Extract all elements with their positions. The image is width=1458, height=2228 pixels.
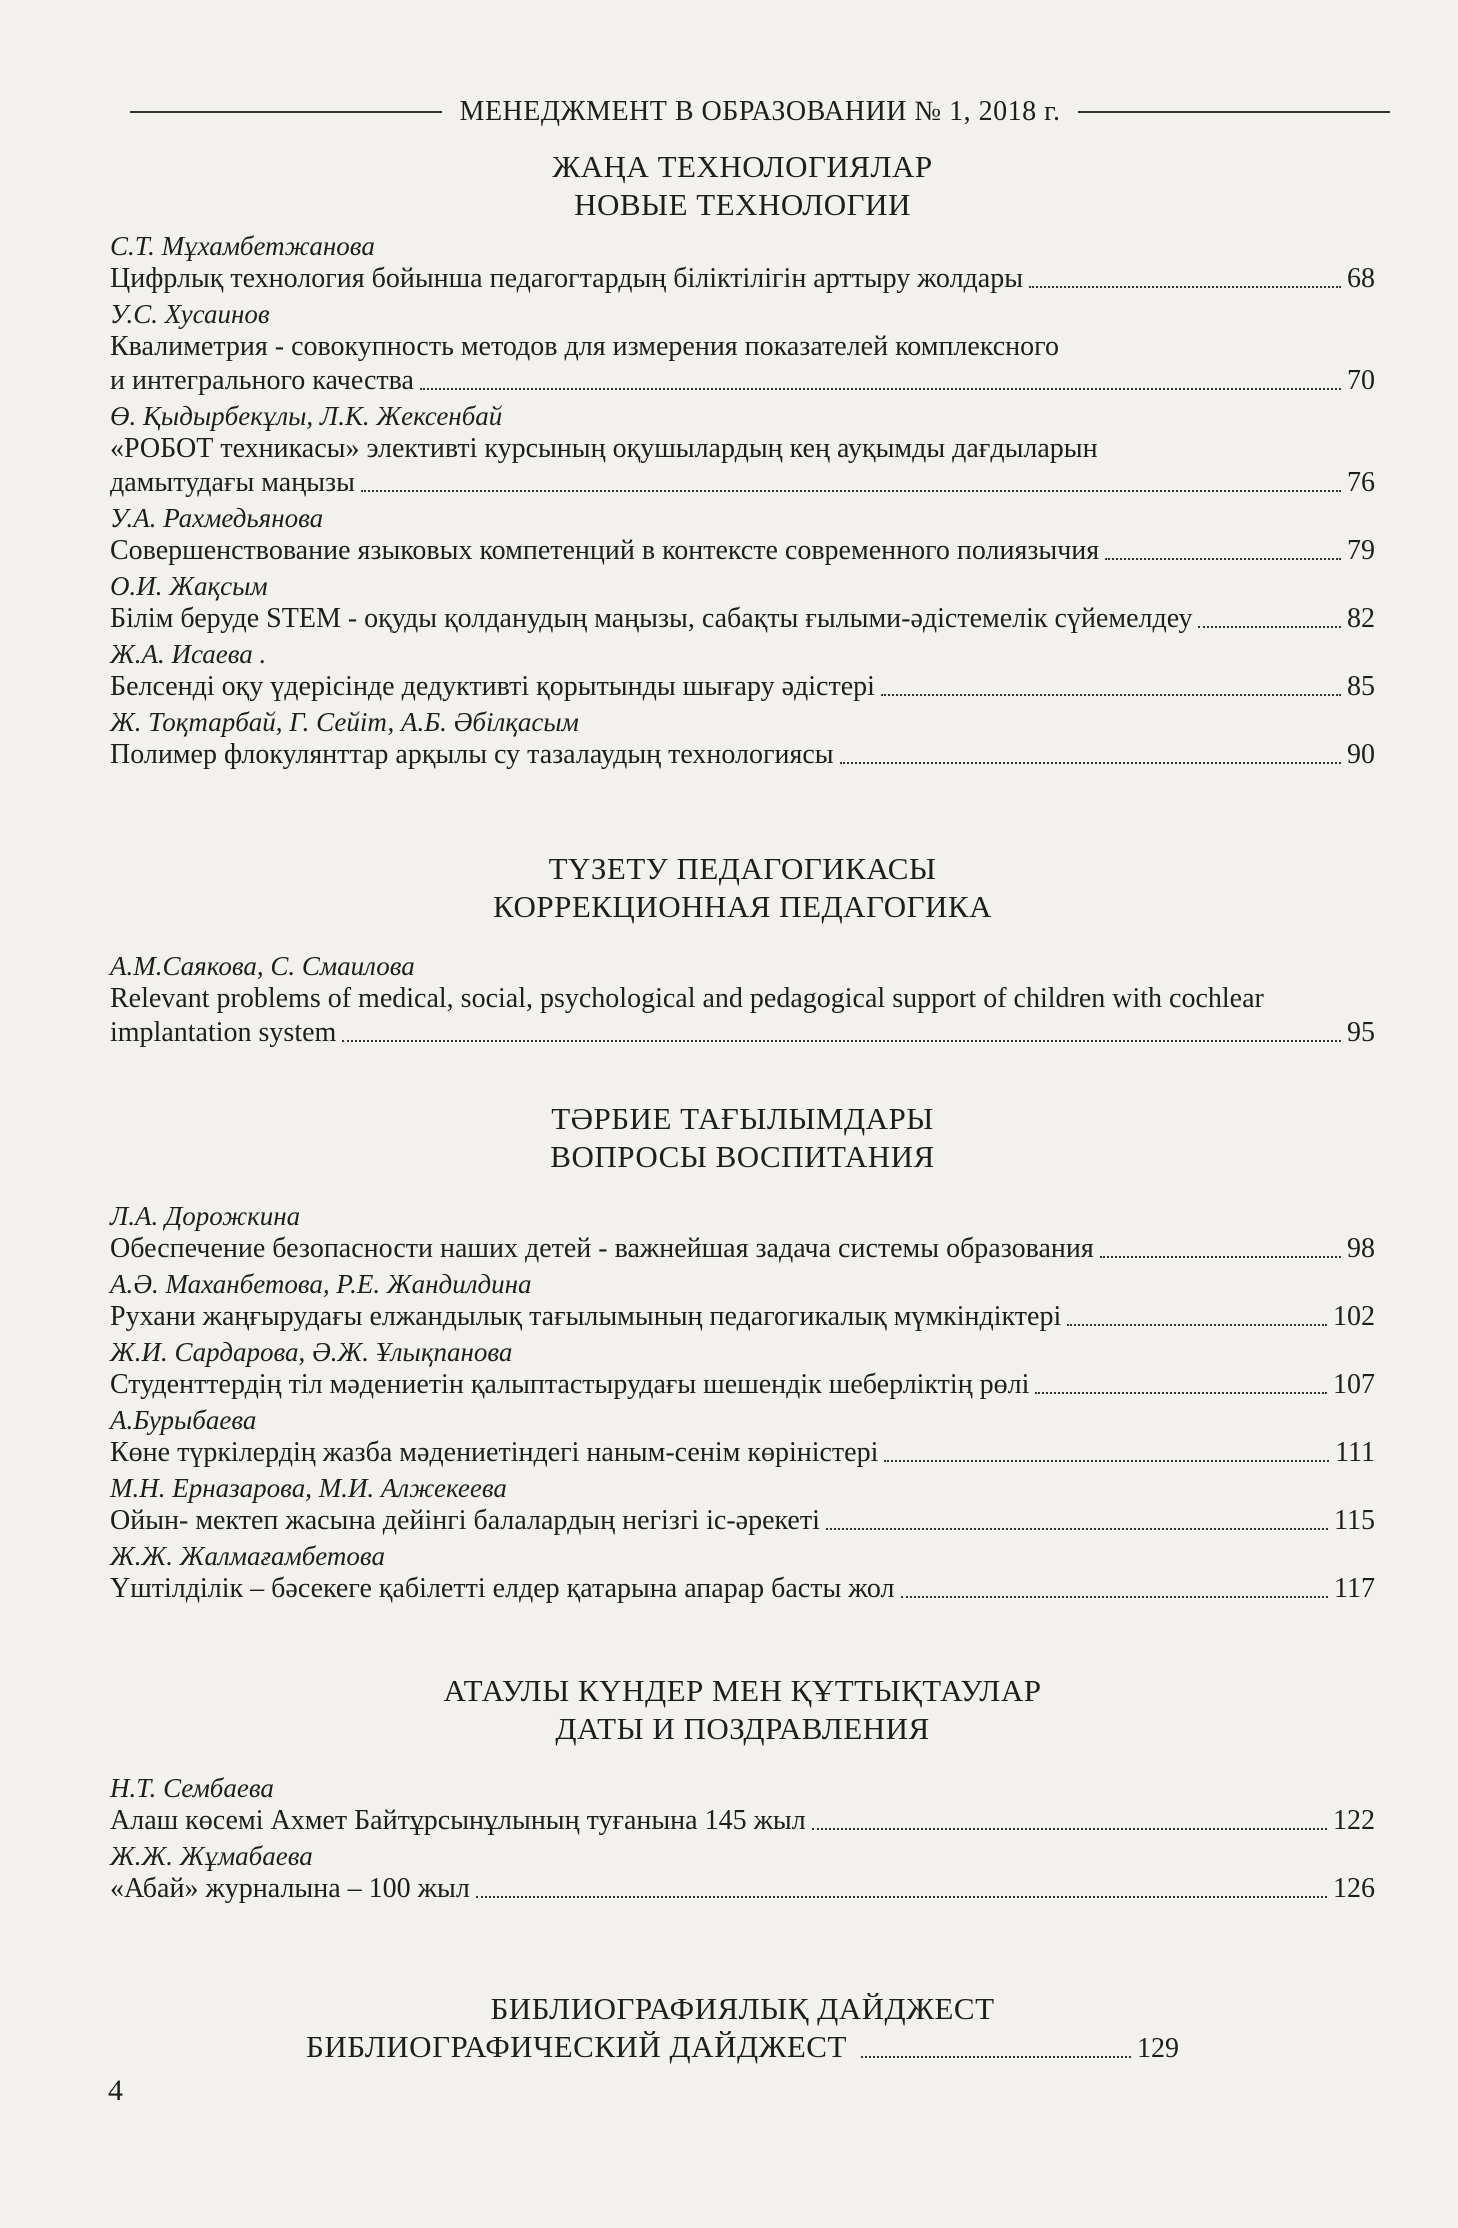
header-rule-left <box>130 111 442 113</box>
dot-leader <box>884 1460 1329 1462</box>
entry-title: Рухани жаңғырудағы елжандылық тағылымының педагогикалық мүмкіндіктері <box>110 1301 1062 1332</box>
entry-page: 102 <box>1333 1301 1375 1332</box>
toc-entry <box>110 1336 1375 1402</box>
toc-entry <box>110 1772 1375 1838</box>
toc-entry <box>110 502 1375 568</box>
entry-title-line[interactable] <box>110 1504 1375 1538</box>
entry-page: 85 <box>1347 671 1375 702</box>
section-bibliographic-digest[interactable] <box>110 1990 1375 2066</box>
dot-leader <box>1067 1324 1327 1326</box>
toc-entry <box>110 400 1375 500</box>
entry-title-line[interactable] <box>110 1572 1375 1606</box>
entry-title: Белсенді оқу үдерісінде дедуктивті қорытынды шығару әдістері <box>110 671 875 702</box>
toc-entry <box>110 1840 1375 1906</box>
entry-author: Ж. Тоқтарбай, Г. Сейіт, А.Б. Әбілқасым <box>110 707 579 737</box>
section-title-ru: ДАТЫ И ПОЗДРАВЛЕНИЯ <box>555 1711 930 1746</box>
entry-page: 68 <box>1347 263 1375 294</box>
entry-title-line[interactable] <box>110 1436 1375 1470</box>
entry-title: «Абай» журналына – 100 жыл <box>110 1873 470 1904</box>
toc-entry <box>110 298 1375 398</box>
entry-author: Л.А. Дорожкина <box>110 1201 301 1231</box>
entry-title: Алаш көсемі Ахмет Байтұрсынұлының туғанына 145 жыл <box>110 1805 806 1836</box>
entry-author: М.Н. Ерназарова, М.И. Алжекеева <box>110 1473 507 1503</box>
section-upbringing <box>110 1100 1375 1606</box>
entry-title: и интегрального качества <box>110 365 414 396</box>
entry-page: 70 <box>1347 365 1375 396</box>
entry-page: 126 <box>1333 1873 1375 1904</box>
dot-leader <box>1035 1392 1327 1394</box>
entry-author: С.Т. Мұхамбетжанова <box>110 231 375 261</box>
toc-entry <box>110 1404 1375 1470</box>
entry-title-line[interactable] <box>110 1804 1375 1838</box>
toc-entry <box>110 950 1375 1050</box>
dot-leader <box>1198 626 1341 628</box>
entry-title-line[interactable] <box>110 1232 1375 1266</box>
entry-title: Обеспечение безопасности наших детей - важнейшая задача системы образования <box>110 1233 1094 1264</box>
entry-author: Ж.Ж. Жалмағамбетова <box>110 1541 385 1571</box>
entry-author: А.М.Саякова, С. Смаилова <box>110 951 415 981</box>
entry-title-line[interactable] <box>110 670 1375 704</box>
entry-title-line[interactable] <box>110 1368 1375 1402</box>
section-title-ru: КОРРЕКЦИОННАЯ ПЕДАГОГИКА <box>493 889 992 924</box>
entry-title-line[interactable] <box>110 364 1375 398</box>
toc-entry <box>110 706 1375 772</box>
entry-title: Цифрлық технология бойынша педагогтардың біліктілігін арттыру жолдары <box>110 263 1024 294</box>
entry-title: Полимер флокулянттар арқылы су тазалаудың технологиясы <box>110 739 834 770</box>
entry-title: Совершенствование языковых компетенций в контексте современного полиязычия <box>110 535 1100 566</box>
entry-title-line[interactable] <box>110 1300 1375 1334</box>
toc-entry <box>110 1268 1375 1334</box>
dot-leader <box>861 2056 1131 2058</box>
entry-author: Ж.А. Исаева . <box>110 639 267 669</box>
entry-page: 79 <box>1347 535 1375 566</box>
section-title-kz: ТӘРБИЕ ТАҒЫЛЫМДАРЫ <box>551 1101 934 1136</box>
entry-title: Білім беруде STEM - оқуды қолданудың маңызы, сабақты ғылыми-әдістемелік сүйемелдеу <box>110 603 1193 634</box>
dot-leader <box>1105 558 1341 560</box>
dot-leader <box>342 1040 1341 1042</box>
entry-author: А.Бурыбаева <box>110 1405 257 1435</box>
section-title-kz: ТҮЗЕТУ ПЕДАГОГИКАСЫ <box>548 851 937 886</box>
entry-page: 107 <box>1333 1369 1375 1400</box>
entry-title: implantation system <box>110 1017 337 1048</box>
entry-author: У.С. Хусаинов <box>110 299 270 329</box>
journal-title: МЕНЕДЖМЕНТ В ОБРАЗОВАНИИ № 1, 2018 г. <box>459 96 1061 127</box>
entry-title-line[interactable] <box>110 1016 1375 1050</box>
entry-title-line[interactable] <box>110 738 1375 772</box>
dot-leader <box>901 1596 1329 1598</box>
toc-entry <box>110 570 1375 636</box>
toc-entry <box>110 638 1375 704</box>
table-of-contents <box>110 148 1375 2066</box>
dot-leader <box>420 388 1341 390</box>
dot-leader <box>1029 286 1341 288</box>
entry-author: Ө. Қыдырбекұлы, Л.К. Жексенбай <box>110 401 503 431</box>
entry-page: 111 <box>1335 1437 1375 1468</box>
entry-title-line[interactable] <box>110 1872 1375 1906</box>
section-title-ru: БИБЛИОГРАФИЧЕСКИЙ ДАЙДЖЕСТ <box>306 2029 847 2064</box>
entry-author: А.Ә. Маханбетова, Р.Е. Жандилдина <box>110 1269 532 1299</box>
entry-author: У.А. Рахмедьянова <box>110 503 324 533</box>
entry-page: 115 <box>1334 1505 1375 1536</box>
running-header <box>130 92 1390 132</box>
section-new-technologies <box>110 148 1375 772</box>
entry-title-line[interactable] <box>110 602 1375 636</box>
entry-title-line[interactable] <box>110 534 1375 568</box>
entry-title-line[interactable] <box>110 262 1375 296</box>
entry-title-first-line: «РОБОТ техникасы» элективті курсының оқушылардың кең ауқымды дағдыларын <box>110 433 1098 464</box>
section-title-kz: БИБЛИОГРАФИЯЛЫҚ ДАЙДЖЕСТ <box>490 1991 995 2026</box>
dot-leader <box>476 1896 1327 1898</box>
section-title-kz: ЖАҢА ТЕХНОЛОГИЯЛАР <box>552 149 933 184</box>
section-correctional-pedagogy <box>110 850 1375 1050</box>
page-number: 4 <box>108 2074 123 2107</box>
entry-page: 98 <box>1347 1233 1375 1264</box>
section-title-ru: ВОПРОСЫ ВОСПИТАНИЯ <box>550 1139 935 1174</box>
dot-leader <box>361 490 1341 492</box>
entry-title-first-line: Relevant problems of medical, social, psychological and pedagogical support of children with cochlear <box>110 983 1264 1014</box>
entry-author: О.И. Жақсым <box>110 571 268 601</box>
entry-title: Үштілділік – бәсекеге қабілетті елдер қатарына апарар басты жол <box>110 1573 895 1604</box>
entry-title: Студенттердің тіл мәдениетін қалыптастырудағы шешендік шеберліктің рөлі <box>110 1369 1030 1400</box>
entry-page: 117 <box>1334 1573 1375 1604</box>
header-rule-right <box>1078 111 1390 113</box>
entry-page: 129 <box>1136 2033 1179 2064</box>
entry-title-line[interactable] <box>110 466 1375 500</box>
section-dates-greetings <box>110 1672 1375 1906</box>
dot-leader <box>840 762 1341 764</box>
dot-leader <box>1100 1256 1341 1258</box>
dot-leader <box>826 1528 1328 1530</box>
section-title-kz: АТАУЛЫ КҮНДЕР МЕН ҚҰТТЫҚТАУЛАР <box>443 1673 1042 1708</box>
dot-leader <box>812 1828 1327 1830</box>
entry-title-first-line: Квалиметрия - совокупность методов для измерения показателей комплексного <box>110 331 1059 362</box>
entry-page: 122 <box>1333 1805 1375 1836</box>
entry-author: Ж.И. Сардарова, Ә.Ж. Ұлықпанова <box>110 1337 513 1367</box>
entry-title: Ойын- мектеп жасына дейінгі балалардың негізгі іс-әрекеті <box>110 1505 820 1536</box>
toc-entry <box>110 1200 1375 1266</box>
entry-author: Н.Т. Сембаева <box>110 1773 274 1803</box>
dot-leader <box>881 694 1341 696</box>
entry-page: 90 <box>1347 739 1375 770</box>
entry-page: 76 <box>1347 467 1375 498</box>
toc-entry <box>110 230 1375 296</box>
entry-title: дамытудағы маңызы <box>110 467 355 498</box>
entry-title: Көне түркілердің жазба мәдениетіндегі наным-сенім көріністері <box>110 1437 879 1468</box>
entry-author: Ж.Ж. Жұмабаева <box>110 1841 313 1871</box>
entry-page: 82 <box>1347 603 1375 634</box>
entry-page: 95 <box>1347 1017 1375 1048</box>
section-title-ru: НОВЫЕ ТЕХНОЛОГИИ <box>574 187 911 222</box>
toc-entry <box>110 1472 1375 1538</box>
toc-entry <box>110 1540 1375 1606</box>
